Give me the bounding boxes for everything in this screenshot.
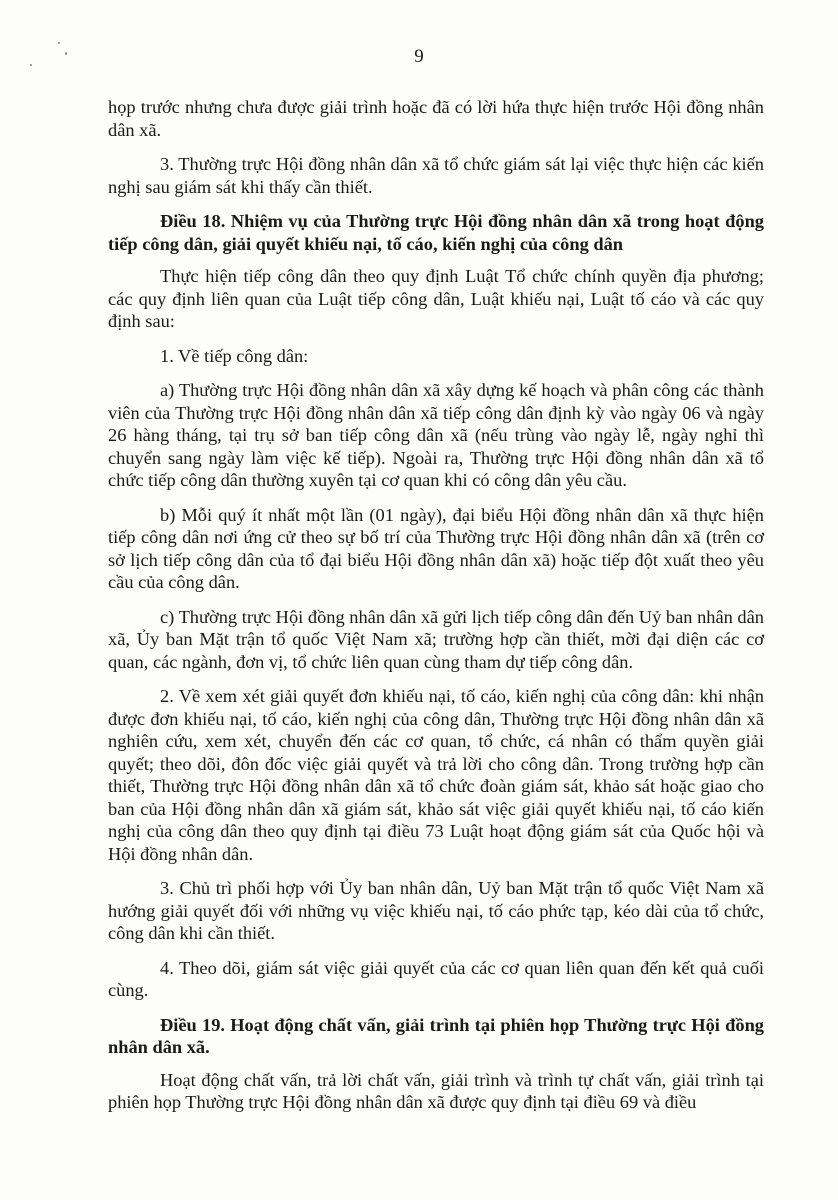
paragraph: 4. Theo dõi, giám sát việc giải quyết của các cơ quan liên quan đến kết quả cuối cùng. [108,957,764,1000]
paragraph: a) Thường trực Hội đồng nhân dân xã xây dựng kế hoạch và phân công các thành viên của Thường trực Hội đồng nhân dân xã tiếp công dân định kỳ vào ngày 06 và ngày 26 hàng tháng, tại trụ sở ban tiếp công dân xã (nếu trùng vào ngày lễ, ngày nghỉ thì chuyển sang ngày làm việc kế tiếp). Ngoài ra, Thường trực Hội đồng nhân dân xã tổ chức tiếp công dân thường xuyên tại cơ quan khi có công dân yêu cầu. [108,380,764,490]
paragraph: b) Mỗi quý ít nhất một lần (01 ngày), đại biểu Hội đồng nhân dân xã thực hiện tiếp công dân nơi ứng cử theo sự bố trí của Thường trực Hội đồng nhân dân xã (trên cơ sở lịch tiếp công dân của tổ đại biểu Hội đồng nhân dân xã) hoặc tiếp đột xuất theo yêu cầu của công dân. [108,504,764,592]
paragraph: Thực hiện tiếp công dân theo quy định Luật Tổ chức chính quyền địa phương; các quy định liên quan của Luật tiếp công dân, Luật khiếu nại, Luật tố cáo và các quy định sau: [108,266,764,331]
scan-speck [58,42,60,44]
paragraph-continuation: họp trước nhưng chưa được giải trình hoặc đã có lời hứa thực hiện trước Hội đồng nhân dân xã. [108,97,764,140]
paragraph: 1. Về tiếp công dân: [160,345,309,366]
paragraph: c) Thường trực Hội đồng nhân dân xã gửi lịch tiếp công dân đến Uỷ ban nhân dân xã, Ủy ban Mặt trận tổ quốc Việt Nam xã; trường hợp cần thiết, mời đại diện các cơ quan, các ngành, đơn vị, tổ chức liên quan cùng tham dự tiếp công dân. [108,606,764,672]
document-body [108,96,764,1126]
article-19-heading: Điều 19. Hoạt động chất vấn, giải trình tại phiên họp Thường trực Hội đồng nhân dân xã. [108,1014,764,1057]
paragraph: Hoạt động chất vấn, trả lời chất vấn, giải trình và trình tự chất vấn, giải trình tại phiên họp Thường trực Hội đồng nhân dân xã được quy định tại điều 69 và điều [108,1069,764,1112]
page-number: 9 [414,46,424,67]
paragraph: 2. Về xem xét giải quyết đơn khiếu nại, tố cáo, kiến nghị của công dân: khi nhận được đơn khiếu nại, tố cáo, kiến nghị của công dân, Thường trực Hội đồng nhân dân xã nghiên cứu, xem xét, chuyển đến các cơ quan, tổ chức, cá nhân có thẩm quyền giải quyết; theo dõi, đôn đốc việc giải quyết và trả lời cho công dân. Trong trường hợp cần thiết, Thường trực Hội đồng nhân dân xã tổ chức đoàn giám sát, khảo sát hoặc giao cho ban của Hội đồng nhân dân xã giám sát, khảo sát việc giải quyết khiếu nại, tố cáo kiến nghị của công dân theo quy định tại điều 73 Luật hoạt động giám sát của Quốc hội và Hội đồng nhân dân. [108,686,764,864]
paragraph: 3. Chủ trì phối hợp với Ủy ban nhân dân, Uỷ ban Mặt trận tổ quốc Việt Nam xã hướng giải quyết đối với những vụ việc khiếu nại, tố cáo phức tạp, kéo dài của tổ chức, công dân khi cần thiết. [108,878,764,943]
article-18-heading: Điều 18. Nhiệm vụ của Thường trực Hội đồng nhân dân xã trong hoạt động tiếp công dân, giải quyết khiếu nại, tố cáo, kiến nghị của công dân [108,211,764,254]
paragraph: 3. Thường trực Hội đồng nhân dân xã tổ chức giám sát lại việc thực hiện các kiến nghị sau giám sát khi thấy cần thiết. [108,154,764,197]
